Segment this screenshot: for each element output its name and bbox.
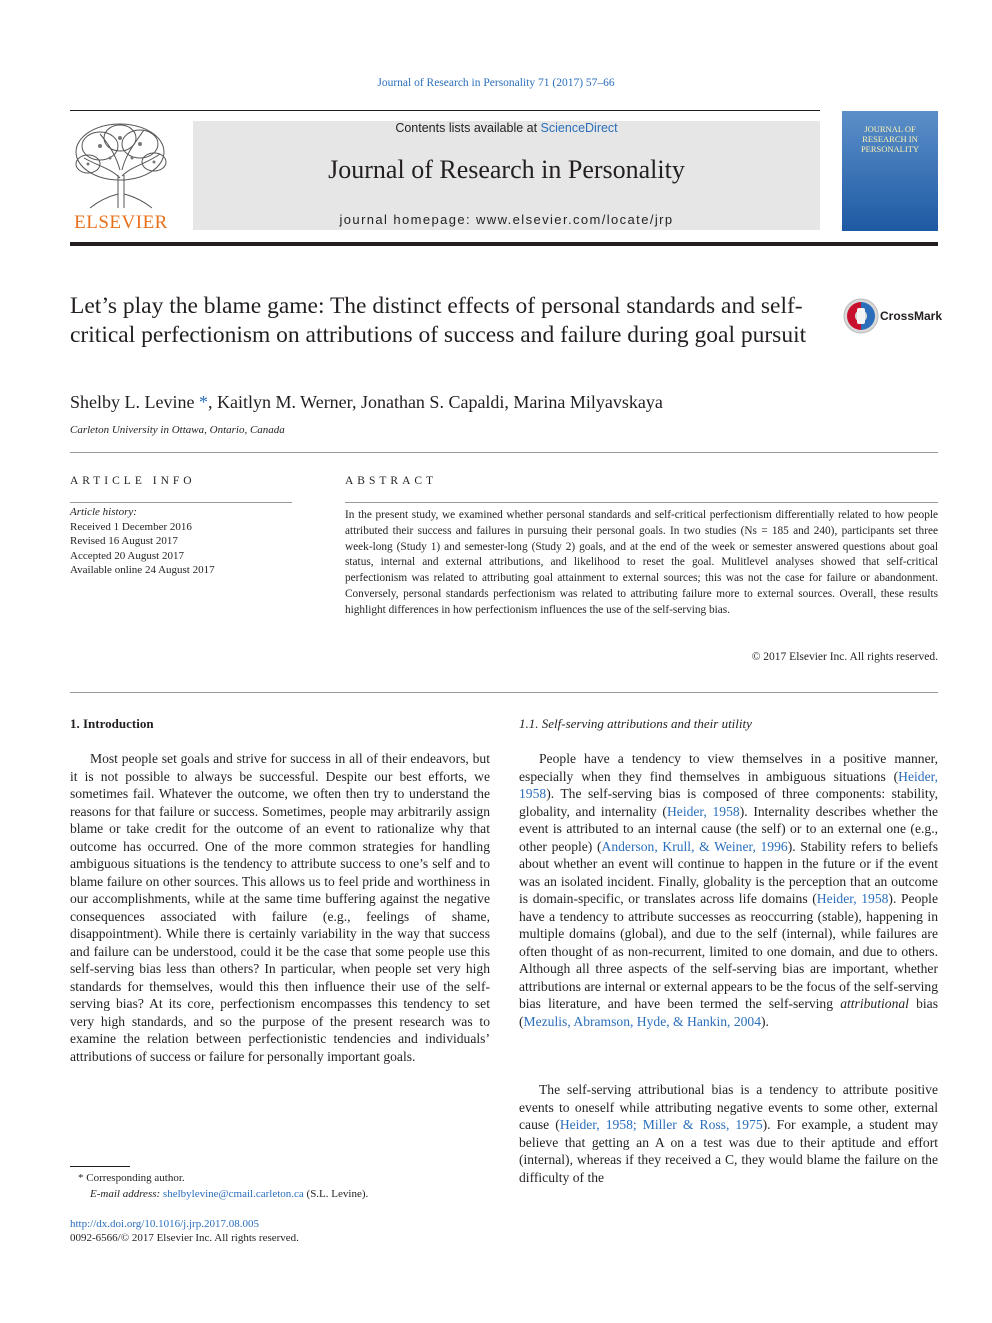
journal-reference[interactable]: Journal of Research in Personality 71 (2017) 57–66 — [377, 77, 615, 89]
header-rule — [70, 110, 820, 111]
email-label: E-mail address: — [90, 1188, 161, 1200]
abstract-copyright: © 2017 Elsevier Inc. All rights reserved. — [751, 651, 938, 663]
text-run: ). People have a tendency to attribute successes as reoccurring (stable), happening in multiple domains (global), and due to the self (internal), while failures are often thought of as non-recurrent, limited to one domain, and due to others. Although all three aspects of the self-serving bias are important, whether attributions are internal or external appears to be the focus of the self-serving bias literature, and have been termed the self-serving — [519, 891, 938, 1011]
text-run: bias ( — [519, 996, 939, 1029]
self-serving-paragraph-1 — [519, 750, 938, 1030]
text-run: ). Internality describes whether the event is attributed to an internal cause (the self) or to an external one (e.g., other people) ( — [519, 803, 939, 854]
footnote-marker: * — [78, 1172, 84, 1184]
abstract-text: In the present study, we examined whether personal standards and self-critical perfectionism differentially related to how people attributed their success and failures in pursuing their personal goals. In two studies (Ns = 185 and 240), participants set three week-long (Study 1) and semester-long (Study 2) goals, and at the end of the week or semester answered questions about goal status, internal and external attributions, and likelihood to reset the goal. Mulitlevel analyses showed that self-critical perfectionism was related to attributing goal attainment to external sources; this was not the case for failure or abandonment. Conversely, personal standards perfectionism was related to attributing failure more to external sources. Overall, these results highlight differences in how perfectionism influences the use of the self-serving bias. — [345, 509, 938, 616]
italic-term: attributional — [840, 996, 909, 1011]
history-revised: Revised 16 August 2017 — [70, 535, 178, 548]
abstract-heading: ABSTRACT — [345, 475, 438, 487]
history-accepted: Accepted 20 August 2017 — [70, 549, 184, 562]
affiliation: Carleton University in Ottawa, Ontario, Canada — [70, 424, 285, 436]
author-list — [70, 392, 663, 413]
email-link[interactable]: shelbylevine@cmail.carleton.ca — [162, 1188, 304, 1200]
crossmark-icon[interactable] — [843, 298, 879, 334]
self-serving-paragraph-2 — [519, 1081, 938, 1186]
title-divider — [70, 452, 938, 453]
email-owner: (S.L. Levine). — [306, 1188, 369, 1200]
text-run: The self-serving attributional bias is a tendency to attribute positive events to oneself while attributing negative events to some other, external cause ( — [519, 1082, 938, 1132]
article-info-rule — [70, 502, 292, 503]
footnote-email — [90, 1186, 368, 1202]
journal-homepage[interactable]: journal homepage: www.elsevier.com/locate/jrp — [339, 212, 674, 227]
footnote-corresponding-text: Corresponding author. — [86, 1172, 185, 1184]
history-online: Available online 24 August 2017 — [70, 564, 215, 577]
intro-paragraph: Most people set goals and strive for success in all of their endeavors, but it is not possible to always be successful. Despite our best efforts, we sometimes fail. Whatever the outcome, we often then try to understand the reasons for that failure or success. Sometimes, people may arbitrarily assign blame or take credit for the outcome of an event to rationalize why that outcome has occurred. One of the more common strategies for handling ambiguous situations is the tendency to attribute success to one’s self and to blame failure on other sources. This allows us to feel pride and worthiness in our accomplishments, while at the same time buffering against the negative consequences associated with failure (e.g., feelings of shame, disappointment). While there is certainly variability in the way that success and failure can be understood, could it be the case that some people use this self-serving bias less than others? In particular, when people set very high standards for themselves, would this then influence their use of the self-serving bias? At its core, perfectionism encompasses this tendency to set very high standards, and so the purpose of the present research was to examine the relation between perfectionistic tendencies and individuals’ attributions of success or failure for personally important goals. — [70, 751, 490, 1064]
article-title: Let’s play the blame game: The distinct effects of personal standards and self-critical perfectionism on attributions of success and failure during goal pursuit — [70, 293, 807, 348]
section-heading-self-serving: 1.1. Self-serving attributions and their utility — [519, 716, 752, 731]
article-history — [70, 505, 300, 578]
issn-copyright: 0092-6566/© 2017 Elsevier Inc. All rights reserved. — [70, 1232, 299, 1244]
citation-link[interactable]: Heider, 1958 — [666, 803, 740, 819]
elsevier-wordmark[interactable]: ELSEVIER — [74, 212, 168, 233]
citation-link[interactable]: Heider, 1958 — [816, 891, 889, 906]
text-run: ). Stability refers to beliefs about whether an event will continue to happen in the future or if the event was an isolated incident. Finally, globality is the perception that an outcome is domain-specific, or translates across life domains ( — [519, 838, 938, 906]
abstract-divider — [70, 692, 938, 693]
crossmark-label[interactable]: CrossMark — [880, 309, 943, 323]
article-info-heading: ARTICLE INFO — [70, 475, 196, 487]
journal-cover-title: JOURNAL OF RESEARCH IN PERSONALITY — [860, 124, 920, 154]
sciencedirect-link[interactable]: ScienceDirect — [540, 121, 618, 135]
text-run: ). — [761, 1013, 769, 1029]
citation-link[interactable]: Heider, 1958 — [519, 768, 938, 801]
citation-link[interactable]: Heider, 1958; Miller & Ross, 1975 — [559, 1117, 763, 1132]
author-first: Shelby L. Levine — [70, 392, 195, 412]
footnote-rule — [70, 1166, 130, 1167]
author-rest: , Kaitlyn M. Werner, Jonathan S. Capaldi, Marina Milyavskaya — [207, 392, 663, 412]
doi-link[interactable]: http://dx.doi.org/10.1016/j.jrp.2017.08.005 — [70, 1218, 259, 1230]
contents-prefix: Contents lists available at — [395, 121, 541, 135]
corresponding-author-marker[interactable]: * — [198, 392, 208, 412]
citation-link[interactable]: Anderson, Krull, & Weiner, 1996 — [601, 838, 788, 854]
text-run: People have a tendency to view themselves in a positive manner, especially when they find themselves in ambiguous situations ( — [519, 751, 938, 784]
abstract-rule — [345, 502, 938, 503]
text-run: ). For example, a student may believe that getting an A on a test was due to their aptitude and effort (internal), whereas if they received a C, they would blame the failure on the difficulty of the — [519, 1117, 938, 1185]
contents-line — [193, 121, 820, 135]
history-received: Received 1 December 2016 — [70, 520, 192, 533]
journal-title: Journal of Research in Personality — [328, 155, 685, 184]
section-heading-introduction: 1. Introduction — [70, 716, 154, 731]
footnote-corresponding — [78, 1170, 185, 1186]
header-thick-rule — [70, 242, 938, 246]
citation-link[interactable]: Mezulis, Abramson, Hyde, & Hankin, 2004 — [523, 1013, 762, 1029]
history-label: Article history: — [70, 506, 137, 518]
text-run: ). The self-serving bias is composed of three components: stability, globality, and internality ( — [519, 786, 938, 819]
